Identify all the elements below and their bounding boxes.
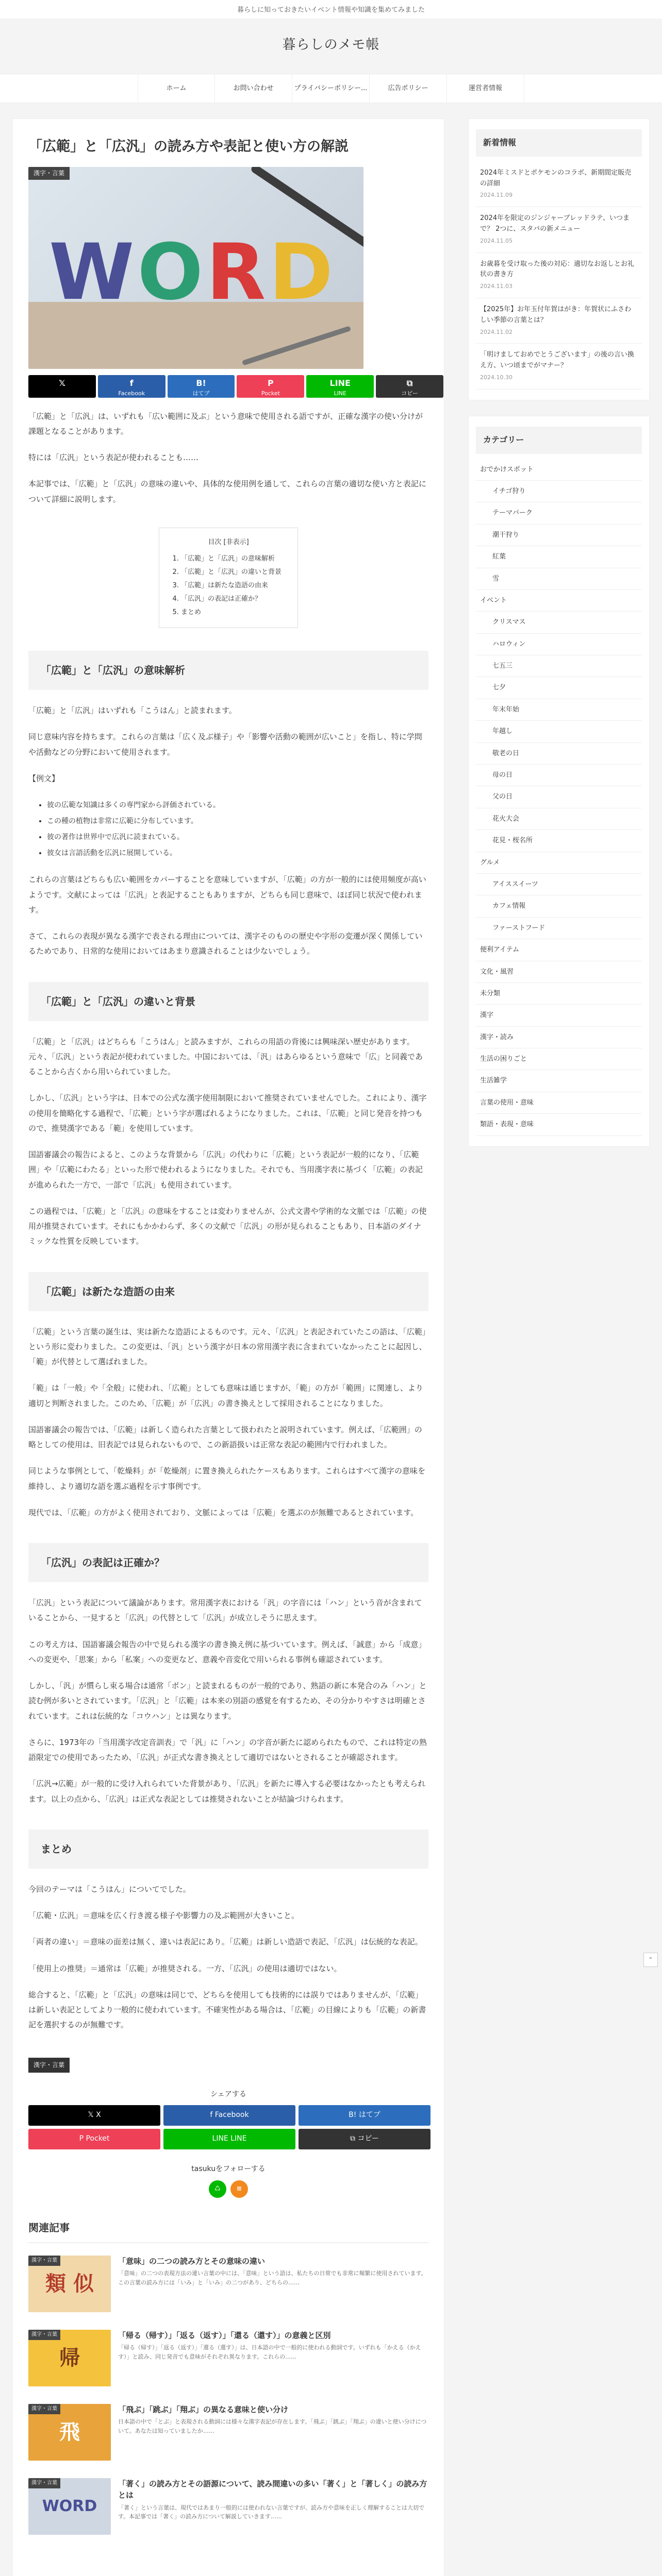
toc-item[interactable]: 1. 「広範」と「広汎」の意味解析 — [181, 552, 285, 566]
letter-d: D — [269, 227, 334, 317]
subcategory-item[interactable]: 母の日 — [476, 765, 642, 786]
paragraph: 国語審議会の報告では、「広範」は新しく造られた言葉として扱われたと説明されています。例えば、「広範囲」の略としての使用は、旧表記では見られないもので、この新語扱いは正常な表記の範囲内で行われました。 — [28, 1425, 422, 1450]
letter-o: O — [137, 227, 203, 317]
category-item[interactable]: グルメ — [476, 852, 642, 874]
share-copy-button[interactable]: ⧉ コピー — [376, 375, 443, 398]
subcategory-item[interactable]: クリスマス — [476, 612, 642, 633]
related-title: 「意味」の二つの読み方とその意味の違い — [118, 2256, 266, 2266]
subcategory-item[interactable]: 紅葉 — [476, 546, 642, 568]
paragraph: 「広範」という言葉の誕生は、実は新たな造語によるものです。元々、「広汎」と表記されていたこの語は、「広範」という形に変わりました。この変更は、「汎」という漢字が日本の常用漢字表に含まれていなかったことに起因し、「範」が代替として選ばれました。 — [28, 1327, 427, 1367]
paragraph: これらの言葉はどちらも広い範囲をカバーすることを意味していますが、「広範」の方が一般的には使用頻度が高いようです。文献によっては「広汎」と表記することもありますが、どちらも同じ意味で、ほぼ同じ状況で使われます。 — [28, 875, 426, 914]
example-list — [28, 798, 428, 861]
subcategory-item[interactable]: 七夕 — [476, 677, 642, 699]
share-line-button[interactable]: LINE LINE — [306, 375, 374, 398]
toc-item[interactable]: 2. 「広範」と「広汎」の違いと背景 — [181, 566, 285, 579]
related-title: 「著く」の読み方とその語源について、読み間違いの多い「著く」と「著しく」の読み方とは — [118, 2479, 427, 2500]
copy-icon: ⧉ — [350, 2134, 356, 2143]
section-heading-1: 「広範」と「広汎」の意味解析 — [28, 651, 428, 690]
related-heading: 関連記事 — [28, 2218, 428, 2243]
subcategory-item[interactable]: 敬老の日 — [476, 743, 642, 765]
share-buttons-bottom — [28, 2088, 428, 2149]
section-heading-5: まとめ — [28, 1829, 428, 1869]
share-hatebu-button[interactable]: B! はてブ — [168, 375, 235, 398]
category-item[interactable]: 漢字・読み — [476, 1027, 642, 1048]
news-item[interactable]: お歳暮を受け取った後の対応：適切なお返しとお礼状の書き方 2024.11.03 — [476, 253, 642, 298]
site-tagline: 暮らしに知っておきたいイベント情報や知識を集めてみました — [0, 0, 662, 19]
share-hatebu-button[interactable]: B! はてブ — [299, 2105, 431, 2126]
paragraph: 「広汎→広範」が一般的に受け入れられていた背景があり、「広汎」を新たに導入する必要はなかったとも考えられます。以上の点から、「広汎」は正式な表記としては推奨されないことが結論づけられます。 — [28, 1779, 426, 1804]
eyecatch-category-label[interactable]: 漢字・言葉 — [28, 167, 70, 180]
nav-item-privacy[interactable]: プライバシーポリシー... — [292, 74, 370, 103]
list-item: • 彼女は言語活動を広汎に展開している。 — [47, 845, 428, 861]
line-icon: LINE — [212, 2134, 228, 2143]
global-nav — [0, 74, 662, 103]
related-thumbnail: WORD 漢字・言葉 — [28, 2478, 111, 2535]
section-heading-4: 「広汎」の表記は正確か？ — [28, 1543, 428, 1582]
related-thumbnail: 飛 漢字・言葉 — [28, 2404, 111, 2461]
list-item: • 彼の著作は世界中で広汎に読まれている。 — [47, 829, 428, 845]
news-date: 2024.11.03 — [480, 283, 512, 290]
hatebu-icon: B! — [349, 2111, 357, 2120]
related-item[interactable] — [28, 2256, 428, 2317]
news-date: 2024.10.30 — [480, 374, 512, 381]
category-tag[interactable]: 漢字・言葉 — [28, 2058, 70, 2073]
share-line-button[interactable]: LINE LINE — [163, 2129, 295, 2149]
category-item[interactable]: 生活雑学 — [476, 1070, 642, 1092]
toc-item[interactable]: 5. まとめ — [181, 606, 285, 619]
related-title: 「帰る（帰す）」「返る（返す）」「還る（還す）」の意義と区別 — [118, 2330, 331, 2340]
subcategory-item[interactable]: 年越し — [476, 721, 642, 742]
related-item[interactable] — [28, 2478, 428, 2540]
share-copy-button[interactable]: ⧉ コピー — [299, 2129, 431, 2149]
category-item[interactable]: 類語・表現・意味 — [476, 1114, 642, 1136]
pocket-icon: P — [79, 2134, 84, 2143]
subcategory-item[interactable]: 花火大会 — [476, 808, 642, 830]
rss-icon[interactable]: ≡ — [230, 2180, 248, 2198]
share-x-button[interactable] — [28, 375, 96, 398]
list-item: • 彼の広範な知識は多くの専門家から評価されている。 — [47, 798, 428, 814]
sidebar — [468, 118, 650, 2576]
nav-item-ad-policy[interactable]: 広告ポリシー — [370, 74, 447, 103]
follow-box — [28, 2163, 428, 2197]
section-heading-2: 「広範」と「広汎」の違いと背景 — [28, 982, 428, 1021]
paragraph: さらに、1973年の「当用漢字改定音訓表」で「汎」に「ハン」の字音が新たに認められたもので、これは特定の熟語限定での使用であったため、「広汎」が正式な書き換えとして適切ではないとされることが確認されます。 — [28, 1737, 427, 1762]
feedly-icon[interactable]: ♺ — [209, 2180, 226, 2198]
x-icon: 𝕏 — [88, 2111, 94, 2120]
paragraph: 現代では、「広範」の方がよく使用されており、文脈によっては「広範」を選ぶのが無難であるとされています。 — [28, 1507, 419, 1517]
page-top-button[interactable]: ⌃ — [643, 1953, 658, 1967]
intro-paragraph-3: 本記事では、「広範」と「広汎」の意味の違いや、具体的な使用例を通して、これらの言葉の適切な使い方と表記について詳細に説明します。 — [28, 479, 426, 504]
subcategory-item[interactable]: 雪 — [476, 568, 642, 590]
paragraph: 「広範」と「広汎」はどちらも「こうはん」と読みますが、これらの用語の背後には興味深い歴史があります。元々、「広汎」という表記が使われていました。中国においては、「汎」はあらゆるという意味で「広」と同義であることから古くから用いられていました。 — [28, 1037, 423, 1077]
category-item[interactable]: 言葉の使用・意味 — [476, 1092, 642, 1114]
paragraph: 国語審議会の報告によると、このような背景から「広汎」の代わりに「広範」という表記が一般的になり、「広範囲」や「広範にわたる」といった形で使われるようになりました。それでも、当用漢字表に基づく「広範」の表記が進められた一方で、一部で「広汎」も使用されています。 — [28, 1150, 423, 1190]
paragraph: 「広範・広汎」＝意味を広く行き渡る様子や影響力の及ぶ範囲が大きいこと。 — [28, 1911, 300, 1921]
eyecatch-image — [28, 167, 363, 369]
paragraph: この過程では、「広範」と「広汎」の意味をすることは変わりませんが、公式文書や学術的な文脈では「広範」の使用が推奨されています。それにもかかわらず、多くの文献で「広汎」の形が見られることもあり、日本語のダイナミックな性質を反映しています。 — [28, 1206, 427, 1246]
line-icon: LINE — [329, 378, 351, 388]
nav-item-operator[interactable]: 運営者情報 — [447, 74, 524, 103]
share-x-button[interactable]: 𝕏 X — [28, 2105, 160, 2126]
paragraph: 「両者の違い」＝意味の面差は無く、違いは表記にあり。「広範」は新しい造語で表記、「広汎」は伝統的な表記。 — [28, 1937, 423, 1947]
facebook-icon: f — [210, 2111, 213, 2120]
related-thumbnail: 類 似 漢字・言葉 — [28, 2256, 111, 2312]
intro-paragraph-2: 特には「広汎」という表記が使われることも…… — [28, 453, 199, 462]
paragraph: 同じ意味内容を持ちます。これらの言葉は「広く及ぶ様子」や「影響や活動の範囲が広いこと」を指し、特に学問や活動などの分野において使用されます。 — [28, 732, 422, 757]
example-label: 【例文】 — [28, 773, 60, 783]
related-thumbnail: 帰 漢字・言葉 — [28, 2330, 111, 2386]
paragraph: 総合すると、「広範」と「広汎」の意味は同じで、どちらを使用しても技術的には誤りではありませんが、「広範」は新しい表記としてより一般的に使われています。不確実性がある場合は、「広範」の目線によりも「広範」の新書記を選択するのが無難です。 — [28, 1990, 426, 2030]
new-posts-widget — [468, 118, 650, 400]
category-list — [476, 459, 642, 1136]
hatebu-icon: B! — [196, 378, 206, 388]
x-icon: 𝕏 — [58, 378, 65, 388]
subcategory-item[interactable]: ハロウィン — [476, 634, 642, 655]
paragraph: しかし、「広汎」という字は、日本での公式な漢字使用制限において推奨されていませんでした。これにより、漢字の使用を簡略化する過程で、「広範」という字が選ばれるようになりました。これは、「広範」と同じ発音を持つもので、推奨漢字である「範」を使用しています。 — [28, 1093, 427, 1133]
list-item: • この種の植物は非常に広範に分布しています。 — [47, 814, 428, 829]
category-widget — [468, 416, 650, 1147]
share-facebook-button[interactable]: f Facebook — [163, 2105, 295, 2126]
share-pocket-button[interactable]: P Pocket — [237, 375, 304, 398]
related-desc: 「意味」の二つの表現方法の違い言葉の中には、「意味」という語は、私たちの日常でも非常に頻繁に使用されています。この言葉の読み方には「いみ」と「いみ」の二つがあり、どちらの…… — [118, 2270, 427, 2286]
subcategory-item[interactable]: 花見・桜名所 — [476, 830, 642, 852]
letter-r: R — [206, 227, 266, 317]
toc-item[interactable]: 3. 「広範」は新たな造語の由来 — [181, 579, 285, 592]
share-facebook-button[interactable]: f Facebook — [98, 375, 166, 398]
section-heading-3: 「広範」は新たな造語の由来 — [28, 1272, 428, 1311]
follow-caption: tasukuをフォローする — [191, 2165, 266, 2174]
news-item[interactable]: 「明けましておめでとうございます」の後の言い換え方、いつ頃までがマナー？ 2024.10.30 — [476, 344, 642, 389]
related-desc: 日本語の中で「とぶ」と表現される動詞には様々な漢字表記が存在します。「飛ぶ」「跳ぶ」「翔ぶ」の違いと使い分けについて。あなたは知っていましたか…… — [118, 2418, 427, 2434]
paragraph: 同じような事例として、「乾燥料」が「乾燥剤」に置き換えられたケースもあります。これらはすべて漢字の意味を維持し、より適切な語を選ぶ過程を示す事例です。 — [28, 1466, 425, 1491]
intro-paragraph-1: 「広範」と「広汎」は、いずれも「広い範囲に及ぶ」という意味で使用される語ですが、正確な漢字の使い分けが課題となることがあります。 — [28, 411, 423, 436]
subcategory-item[interactable]: カフェ情報 — [476, 895, 642, 917]
paragraph: 「広範」と「広汎」はいずれも「こうはん」と読まれます。 — [28, 706, 237, 716]
nav-item-home[interactable]: ホーム — [138, 74, 215, 103]
toc-item[interactable]: 4. 「広汎」の表記は正確か？ — [181, 592, 285, 606]
site-header — [0, 19, 662, 74]
table-of-contents — [159, 528, 298, 628]
subcategory-item[interactable]: 父の日 — [476, 786, 642, 808]
subcategory-item[interactable]: 年末年始 — [476, 699, 642, 721]
subcategory-item[interactable]: テーマパーク — [476, 502, 642, 524]
main-article — [12, 118, 444, 2576]
article-title: 「広範」と「広汎」の読み方や表記と使い方の解説 — [28, 139, 349, 155]
share-caption: シェアする — [210, 2090, 246, 2099]
related-title: 「飛ぶ」「跳ぶ」「翔ぶ」の異なる意味と使い分け — [118, 2404, 289, 2414]
toc-title[interactable]: 目次 [非表示] — [208, 538, 249, 546]
related-desc: 「帰る（帰す）」「返る（返す）」「還る（還す）」は、日本語の中で一般的に使われる動詞です。いずれも「かえる（かえす）」と読み、同じ発音でも意味がそれぞれ異なります。これらの…… — [118, 2344, 421, 2360]
copy-icon: ⧉ — [406, 378, 413, 388]
category-item[interactable]: イベント — [476, 590, 642, 612]
word-letters — [49, 227, 334, 317]
subcategory-item[interactable]: 潮干狩り — [476, 524, 642, 546]
letter-w: W — [49, 227, 135, 317]
related-item[interactable] — [28, 2330, 428, 2392]
news-item[interactable]: 【2025年】お年玉付年賀はがき：年賀状にふさわしい季節の言葉とは？ 2024.11.02 — [476, 298, 642, 344]
news-date: 2024.11.02 — [480, 328, 512, 335]
category-item[interactable]: 漢字 — [476, 1005, 642, 1026]
share-buttons-top — [28, 375, 443, 398]
category-item[interactable]: 生活の困りごと — [476, 1048, 642, 1070]
category-heading: カテゴリー — [476, 427, 642, 454]
paragraph: しかし、「汎」が慣らし束る場合は通常「ボン」と読まれるものが一般的であり、熟語の新に本発合のみ「ハン」と読む例が多いとされています。「広汎」と「広範」は本来の別語の感覚を有するため、その分かりやすさは明確とされています。これは伝統的な「コウハン」とは異なります。 — [28, 1681, 427, 1721]
paragraph: 「広汎」という表記について議論があります。常用漢字表における「汎」の字音には「ハン」という音が含まれていることから、一見すると「広汎」の代替として「広汎」が成立しそうに思えます。 — [28, 1598, 422, 1623]
category-item[interactable]: 便利アイテム — [476, 939, 642, 961]
pocket-icon: P — [268, 378, 274, 388]
paragraph: 「使用上の推奨」＝通常は「広範」が推奨される。一方、「広汎」の使用は適切ではない。 — [28, 1963, 342, 1973]
paragraph: さて、これらの表現が異なる漢字で表される理由については、漢字そのものの歴史や字形の変遷が深く関係しているためであり、日常的な使用においてはあまり意識されることは少ないでしょう。 — [28, 931, 423, 956]
news-date: 2024.11.05 — [480, 237, 512, 244]
category-item[interactable]: 文化・風習 — [476, 961, 642, 983]
paragraph: 今回のテーマは「こうはん」についてでした。 — [28, 1884, 191, 1894]
subcategory-item[interactable]: アイススイーツ — [476, 874, 642, 895]
subcategory-item[interactable]: ファーストフード — [476, 918, 642, 939]
category-item[interactable]: 未分類 — [476, 983, 642, 1005]
subcategory-item[interactable]: イチゴ狩り — [476, 481, 642, 502]
category-item[interactable]: おでかけスポット — [476, 459, 642, 481]
facebook-icon: f — [129, 378, 134, 388]
paragraph: 「範」は「一般」や「全般」に使われ、「広範」としても意味は通じますが、「範」の方が「範囲」に関連し、より適切と判断されました。このため、「広範」が「広汎」の書き換えとして採用されることになりました。 — [28, 1383, 423, 1408]
news-date: 2024.11.09 — [480, 192, 512, 199]
share-pocket-button[interactable]: P Pocket — [28, 2129, 160, 2149]
new-posts-heading: 新着情報 — [476, 129, 642, 157]
related-item[interactable] — [28, 2404, 428, 2466]
content-wrap — [0, 103, 662, 2576]
related-desc: 「著く」という言葉は、現代ではあまり一般的には使われない言葉ですが、読み方や意味を正しく理解することは大切です。本記事では「著く」の読み方について解説していきます…… — [118, 2504, 424, 2520]
paragraph: この考え方は、国語審議会報告の中で見られる漢字の書き換え例に基づいています。例えば、「誠意」から「成意」への変更や、「思案」から「私案」への変更など、意義や音変化で用いられる事例も確認されています。 — [28, 1639, 426, 1664]
subcategory-item[interactable]: 七五三 — [476, 655, 642, 677]
news-item[interactable]: 2024年ミスドとポケモンのコラボ、新期間定販売の詳細 2024.11.09 — [476, 162, 642, 207]
nav-item-contact[interactable]: お問い合わせ — [215, 74, 292, 103]
site-title[interactable]: 暮らしのメモ帳 — [282, 37, 380, 53]
news-item[interactable]: 2024年を限定のジンジャーブレッドラテ、いつまで？ 2つに、スタバの新メニュー 2024.11.05 — [476, 207, 642, 252]
